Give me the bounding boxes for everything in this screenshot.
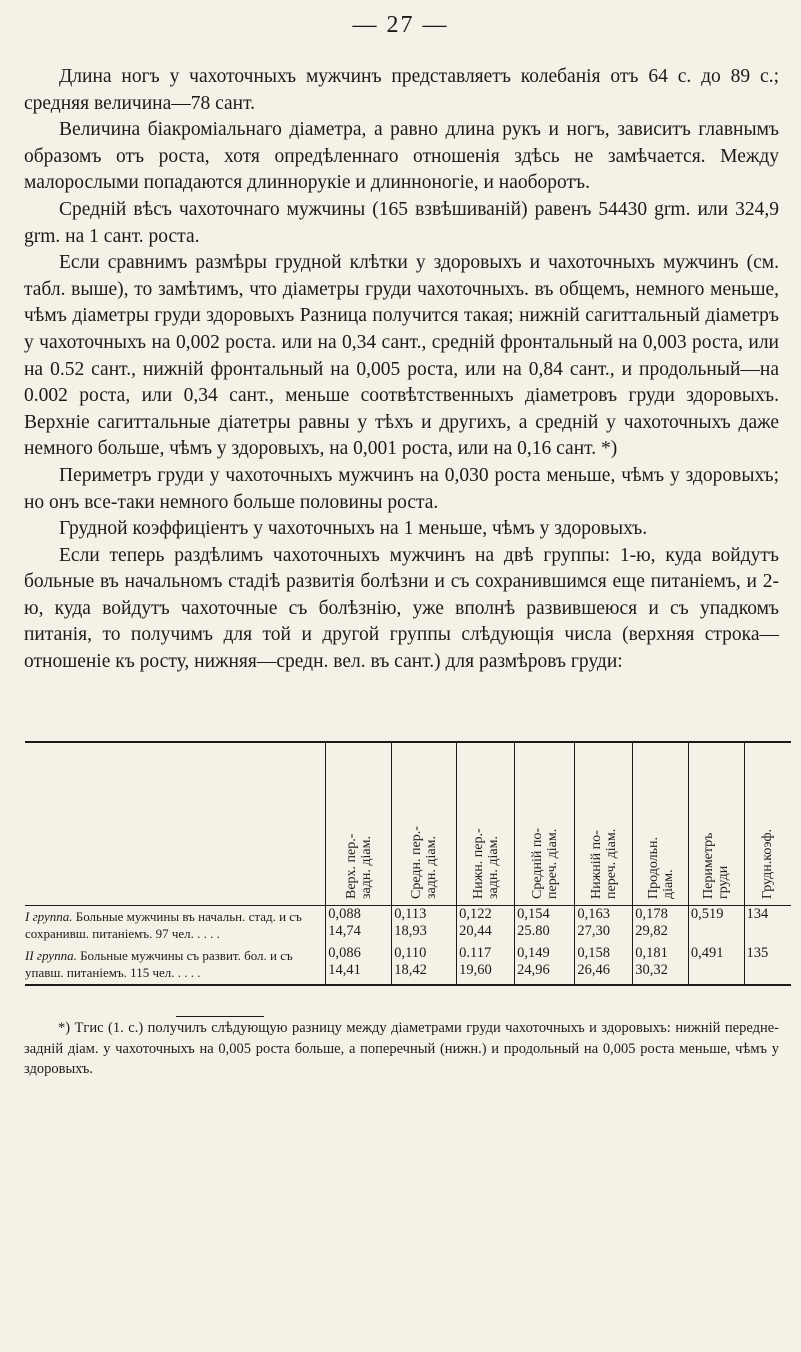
paragraph-chest-comparison: Если сравнимъ размѣры грудной клѣтки у здоровыхъ и чахоточныхъ мужчинъ (см. табл. выше), то замѣтимъ, что діаметры груди чахоточныхъ. въ общемъ, немного меньше, чѣмъ діаметры груди здоровыхъ Разница получится такая; нижній сагиттальный діаметръ у чахоточныхъ на 0,002 роста. или на 0,34 сант., средній фронтальный на 0,003 роста, или на 0.52 сант., нижній фронтальный на 0,005 роста, или на 0,84 сант., и продольный—на 0.002 роста, или 0,34 сант., меньше соотвѣтственныхъ діаметровъ груди здоровыхъ. Верхніе сагиттальные діатетры равны у тѣхъ и другихъ, а средній у чахоточныхъ даже немного больше, чѣмъ у здоровыхъ, на 0,001 роста, или на 0,16 сант. *)	[24, 252, 779, 460]
footnote-divider	[176, 1016, 264, 1017]
table-cell: 0,158 26,46	[575, 945, 633, 985]
row-label: I группа. Больные мужчины въ начальн. стад. и съ сохранивш. питаніемъ. 97 чел. . . . .	[25, 909, 302, 941]
column-header: Продольн. діам.	[633, 742, 689, 906]
footnote: *) Тгис (1. с.) получилъ слѣдующую разницу между діаметрами груди чахоточныхъ и здоровыхъ: нижній передне-задній діам. у чахоточныхъ на 0,005 роста больше, а поперечный (нижн.) и продольный на 0,005 роста меньше, чѣмъ у здоровыхъ.	[24, 1020, 779, 1077]
body-text	[24, 64, 779, 676]
table-cell: 0,154 25.80	[515, 906, 575, 946]
table-cell: 0,110 18,42	[392, 945, 457, 985]
table-cell: 0,088 14,74	[326, 906, 392, 946]
table-cell: 135	[744, 945, 791, 985]
paragraph-legs: Длина ногъ у чахоточныхъ мужчинъ представляетъ колебанія отъ 64 с. до 89 с.; средняя величина—78 сант.	[24, 66, 779, 114]
paragraph-perimeter: Периметръ груди у чахоточныхъ мужчинъ на 0,030 роста меньше, чѣмъ у здоровыхъ; но онъ все-таки немного больше половины роста.	[24, 464, 779, 513]
paragraph-coefficient: Грудной коэффиціентъ у чахоточныхъ на 1 меньше, чѣмъ у здоровыхъ.	[59, 518, 648, 540]
table-cell: 0.117 19,60	[457, 945, 515, 985]
column-header: Нижн. пер.- задн. діам.	[457, 742, 515, 906]
table-cell: 0,122 20,44	[457, 906, 515, 946]
table-row	[25, 906, 791, 946]
paragraph-groups: Если теперь раздѣлимъ чахоточныхъ мужчинъ на двѣ группы: 1-ю, куда войдутъ больные въ начальномъ стадіѣ развитія болѣзни и съ сохранившимся еще питаніемъ, и 2-ю, куда войдутъ чахоточные съ болѣзнію, уже вполнѣ развившеюся и съ упадкомъ питанія, то получимъ для той и другой группы слѣдующія числа (верхняя строка—отношеніе къ росту, нижняя—средн. вел. въ сант.) для размѣровъ груди:	[24, 544, 779, 673]
table-cell: 0,181 30,32	[633, 945, 689, 985]
table-cell: 0,113 18,93	[392, 906, 457, 946]
page-number: — 27 —	[352, 12, 449, 38]
column-header: Грудн.коэф.	[744, 742, 791, 906]
table-corner	[25, 742, 326, 906]
table-cell: 0,149 24,96	[515, 945, 575, 985]
column-header: Периметръ груди	[688, 742, 744, 906]
table-cell: 0,491	[688, 945, 744, 985]
column-header: Средній по- переч. діам.	[515, 742, 575, 906]
column-header: Верх. пер.- задн. діам.	[326, 742, 392, 906]
paragraph-weight: Средній вѣсъ чахоточнаго мужчины (165 взвѣшиваній) равенъ 54430 grm. или 324,9 grm. на 1 сант. роста.	[24, 198, 779, 247]
table-cell: 134	[744, 906, 791, 946]
table-cell: 0,086 14,41	[326, 945, 392, 985]
column-header: Нижній по- переч. діам.	[575, 742, 633, 906]
column-header: Средн. пер.- задн. діам.	[392, 742, 457, 906]
table-cell: 0,178 29,82	[633, 906, 689, 946]
paragraph-biacromial: Величина біакроміальнаго діаметра, а равно длина рукъ и ногъ, зависитъ главнымъ образомъ отъ роста, хотя опредѣленнаго отношенія здѣсь не замѣчается. Между малорослыми попадаются длиннорукіе и длинноногіе, и наоборотъ.	[24, 119, 779, 194]
table-cell: 0,163 27,30	[575, 906, 633, 946]
row-label: II группа. Больные мужчины съ развит. бол. и съ упавш. питаніемъ. 115 чел. . . . .	[25, 948, 293, 980]
chest-measurements-table	[25, 741, 796, 986]
table-row	[25, 945, 791, 985]
table-cell: 0,519	[688, 906, 744, 946]
